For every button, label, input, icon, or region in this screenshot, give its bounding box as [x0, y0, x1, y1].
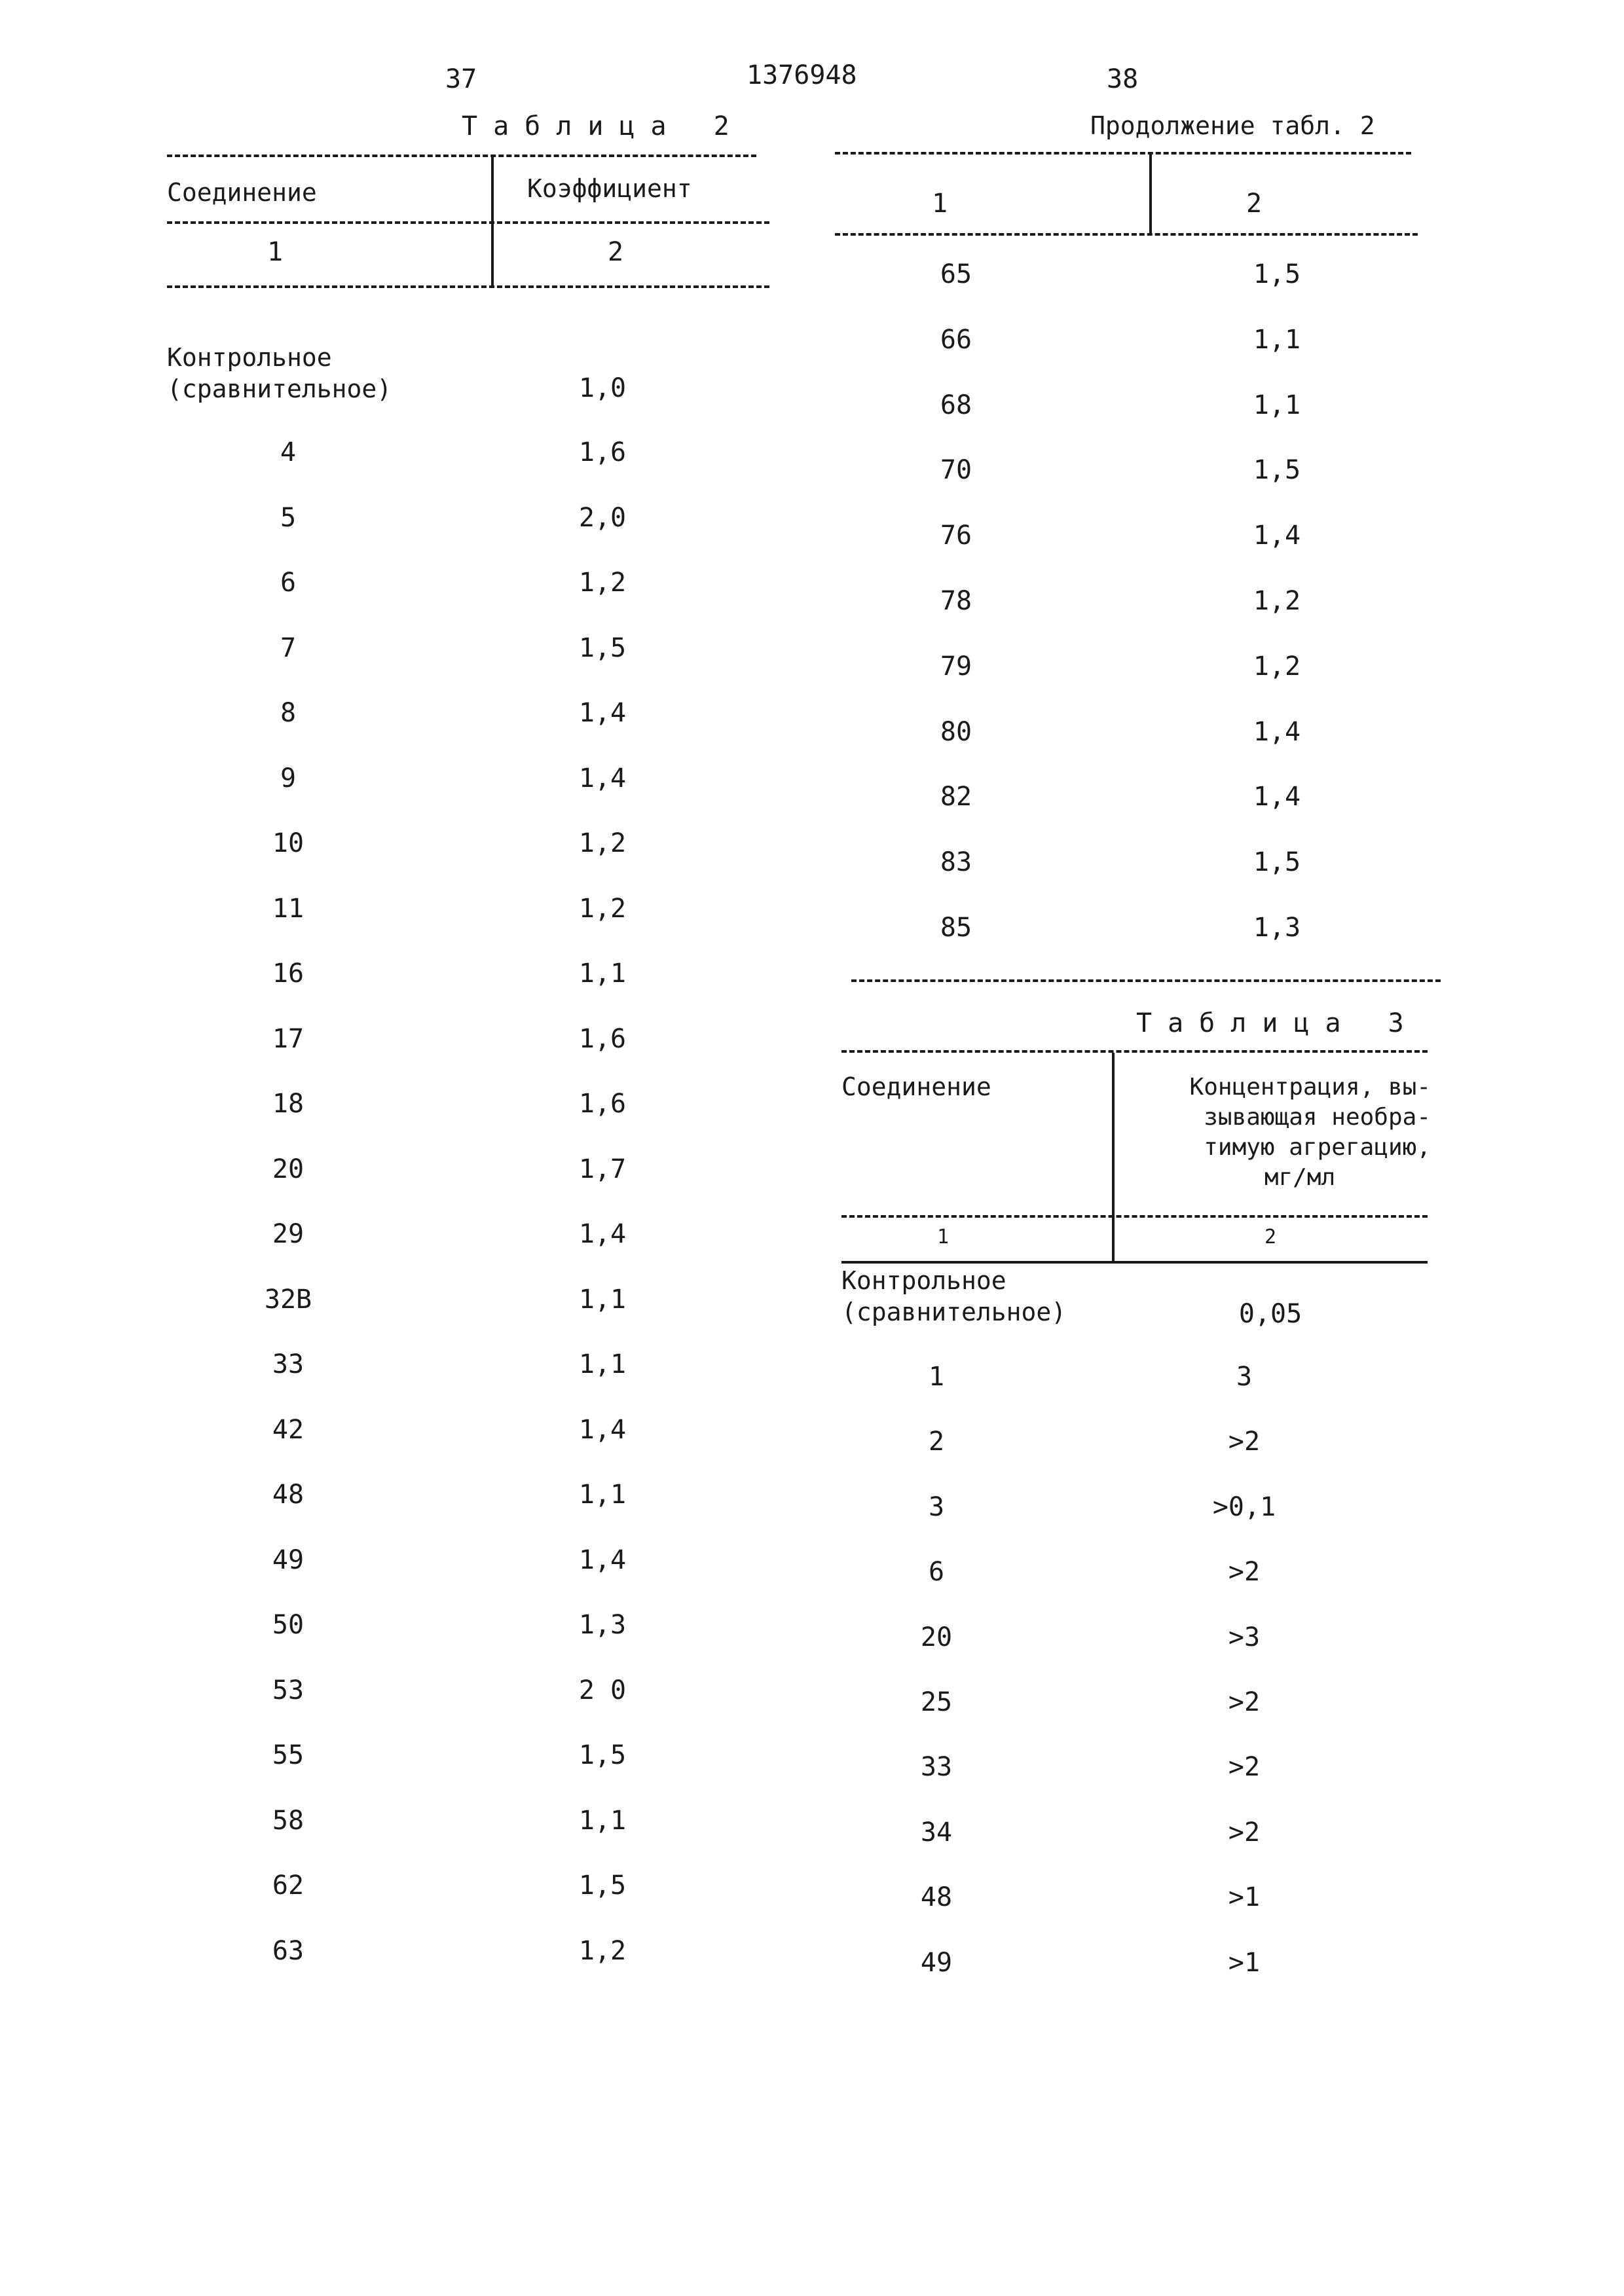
table3-row-compound: 1	[928, 1362, 945, 1392]
table2-row-compound: 55	[272, 1740, 304, 1770]
table2-control-value: 1,0	[578, 373, 627, 403]
table2-row-value: 1,5	[578, 632, 627, 663]
table3-col2-header-line1: Концентрация, вы-	[1189, 1074, 1431, 1101]
table3-row-compound: 48	[920, 1882, 953, 1913]
table3-col2-number: 2	[1264, 1226, 1277, 1248]
table2-row-compound: 42	[272, 1414, 304, 1445]
table2-cont-row-compound: 65	[940, 259, 972, 289]
table3-row-compound: 33	[920, 1752, 953, 1783]
table2-cont-row-value: 1,5	[1253, 259, 1301, 289]
table2-row-compound: 53	[272, 1675, 304, 1705]
table3-col2-header-line2: зывающая необра-	[1204, 1104, 1431, 1131]
table3-row-value: >1	[1228, 1947, 1261, 1978]
table2-row-value: 1,4	[578, 698, 627, 728]
table2-row-value: 1,4	[578, 1544, 627, 1575]
table3-row-value: >2	[1228, 1427, 1261, 1457]
table2-row-value: 1,4	[578, 763, 627, 793]
table2-cont-row-compound: 78	[940, 586, 972, 616]
table2-cont-title: Продолжение табл. 2	[1090, 111, 1375, 140]
table2-row-value: 1,1	[578, 958, 627, 989]
table2-cont-row-value: 1,1	[1253, 324, 1301, 355]
table2-cont-row-value: 1,4	[1253, 716, 1301, 747]
table2-row-value: 1,4	[578, 1219, 627, 1249]
table2-row-value: 1,5	[578, 1740, 627, 1770]
table2-row-compound: 62	[272, 1870, 304, 1901]
right-page-number: 38	[1107, 64, 1139, 94]
table3-col2-header-line3: тимую агрегацию,	[1204, 1134, 1431, 1161]
table3-control-label-line1: Контрольное	[841, 1266, 1006, 1295]
table2-cont-row-compound: 66	[940, 324, 972, 355]
table2-row-value: 1,4	[578, 1414, 627, 1445]
table2-row-compound: 11	[272, 893, 304, 924]
table2-cont-bottom-rule	[851, 979, 1441, 982]
table3-top-rule	[841, 1050, 1428, 1053]
table3-row-value: >1	[1228, 1882, 1261, 1913]
table2-cont-row-value: 1,2	[1253, 586, 1301, 616]
table2-cont-row-compound: 79	[940, 651, 972, 682]
table2-cont-col1-number: 1	[931, 189, 948, 219]
table3-title: Таблица 3	[1136, 1008, 1420, 1038]
table2-col1-number: 1	[267, 237, 284, 267]
table2-cont-row-compound: 85	[940, 913, 972, 943]
table3-control-label-line2: (сравнительное)	[841, 1298, 1067, 1326]
table2-row-compound: 32В	[264, 1284, 312, 1315]
table2-cont-row-value: 1,1	[1253, 390, 1301, 420]
table2-cont-col2-number: 2	[1246, 189, 1263, 219]
table2-control-label-line2: (сравнительное)	[167, 374, 392, 403]
table2-row-value: 1,2	[578, 893, 627, 924]
table3-row-compound: 3	[928, 1491, 945, 1522]
table2-col1-header: Соединение	[167, 178, 317, 207]
table3-col2-header-line4: мг/мл	[1264, 1164, 1336, 1191]
table2-row-value: 1,3	[578, 1610, 627, 1640]
table2-row-compound: 9	[280, 763, 297, 793]
table3-row-value: >0,1	[1212, 1491, 1276, 1522]
table2-row-compound: 29	[272, 1219, 304, 1249]
table2-col2-number: 2	[607, 237, 624, 267]
table3-row-compound: 34	[920, 1817, 953, 1848]
table3-header-rule	[841, 1215, 1428, 1218]
table3-row-value: 3	[1236, 1362, 1253, 1392]
table2-row-compound: 49	[272, 1544, 304, 1575]
patent-number: 1376948	[747, 60, 857, 90]
table3-column-divider	[1112, 1053, 1115, 1262]
table3-control-value: 0,05	[1238, 1299, 1302, 1329]
table3-row-value: >3	[1228, 1622, 1261, 1652]
table3-col1-header: Соединение	[841, 1072, 991, 1101]
table2-cont-row-value: 1,3	[1253, 913, 1301, 943]
table2-row-value: 1,7	[578, 1154, 627, 1184]
table2-cont-header-rule	[835, 233, 1418, 236]
table2-row-compound: 4	[280, 437, 297, 467]
table2-header-rule	[167, 221, 769, 224]
table2-cont-row-compound: 76	[940, 520, 972, 551]
table2-row-compound: 48	[272, 1480, 304, 1510]
table2-title: Таблица 2	[462, 111, 745, 141]
table3-row-compound: 2	[928, 1427, 945, 1457]
table3-numbering-rule	[841, 1261, 1428, 1264]
table2-row-compound: 63	[272, 1935, 304, 1966]
table2-row-compound: 17	[272, 1023, 304, 1054]
table2-cont-row-compound: 83	[940, 847, 972, 878]
table2-cont-top-rule	[835, 152, 1411, 155]
table2-row-compound: 33	[272, 1349, 304, 1379]
table3-row-compound: 20	[920, 1622, 953, 1652]
table2-cont-row-value: 1,5	[1253, 847, 1301, 878]
table2-row-value: 1,1	[578, 1284, 627, 1315]
table3-row-compound: 25	[920, 1687, 953, 1717]
table2-cont-row-value: 1,5	[1253, 455, 1301, 486]
table2-row-value: 1,6	[578, 1023, 627, 1054]
table2-row-value: 1,1	[578, 1805, 627, 1836]
table2-row-compound: 18	[272, 1089, 304, 1119]
left-page-number: 37	[445, 64, 477, 94]
table2-row-value: 1,1	[578, 1349, 627, 1379]
table2-cont-row-compound: 70	[940, 455, 972, 486]
table2-top-rule	[167, 155, 756, 157]
table2-cont-row-compound: 80	[940, 716, 972, 747]
table2-row-compound: 8	[280, 698, 297, 728]
table2-cont-row-value: 1,4	[1253, 782, 1301, 812]
table2-row-value: 1,5	[578, 1870, 627, 1901]
table2-row-compound: 50	[272, 1610, 304, 1640]
table2-row-value: 1,2	[578, 828, 627, 858]
table3-row-compound: 6	[928, 1557, 945, 1588]
table2-cont-column-divider	[1149, 155, 1152, 234]
table2-control-label-line1: Контрольное	[167, 343, 332, 372]
table3-row-value: >2	[1228, 1687, 1261, 1717]
table2-row-compound: 7	[280, 632, 297, 663]
table2-row-value: 1,2	[578, 1935, 627, 1966]
table2-row-value: 1,6	[578, 437, 627, 467]
table3-col2-header	[1116, 1072, 1431, 1193]
table2-cont-row-compound: 68	[940, 390, 972, 420]
table3-row-compound: 49	[920, 1947, 953, 1978]
table2-row-value: 2,0	[578, 502, 627, 533]
table3-row-value: >2	[1228, 1817, 1261, 1848]
table2-row-value: 1,2	[578, 568, 627, 598]
table3-row-value: >2	[1228, 1752, 1261, 1783]
table2-numbering-rule	[167, 285, 769, 288]
table2-row-compound: 6	[280, 568, 297, 598]
table2-row-value: 2 0	[578, 1675, 627, 1705]
table2-cont-row-value: 1,2	[1253, 651, 1301, 682]
table2-row-value: 1,6	[578, 1089, 627, 1119]
table2-row-value: 1,1	[578, 1480, 627, 1510]
table2-row-compound: 16	[272, 958, 304, 989]
table2-row-compound: 5	[280, 502, 297, 533]
table2-row-compound: 10	[272, 828, 304, 858]
table2-row-compound: 58	[272, 1805, 304, 1836]
table2-row-compound: 20	[272, 1154, 304, 1184]
table2-col2-header: Коэффициент	[527, 174, 692, 203]
table3-row-value: >2	[1228, 1557, 1261, 1588]
table2-cont-row-value: 1,4	[1253, 520, 1301, 551]
table3-col1-number: 1	[936, 1226, 950, 1248]
table2-cont-row-compound: 82	[940, 782, 972, 812]
